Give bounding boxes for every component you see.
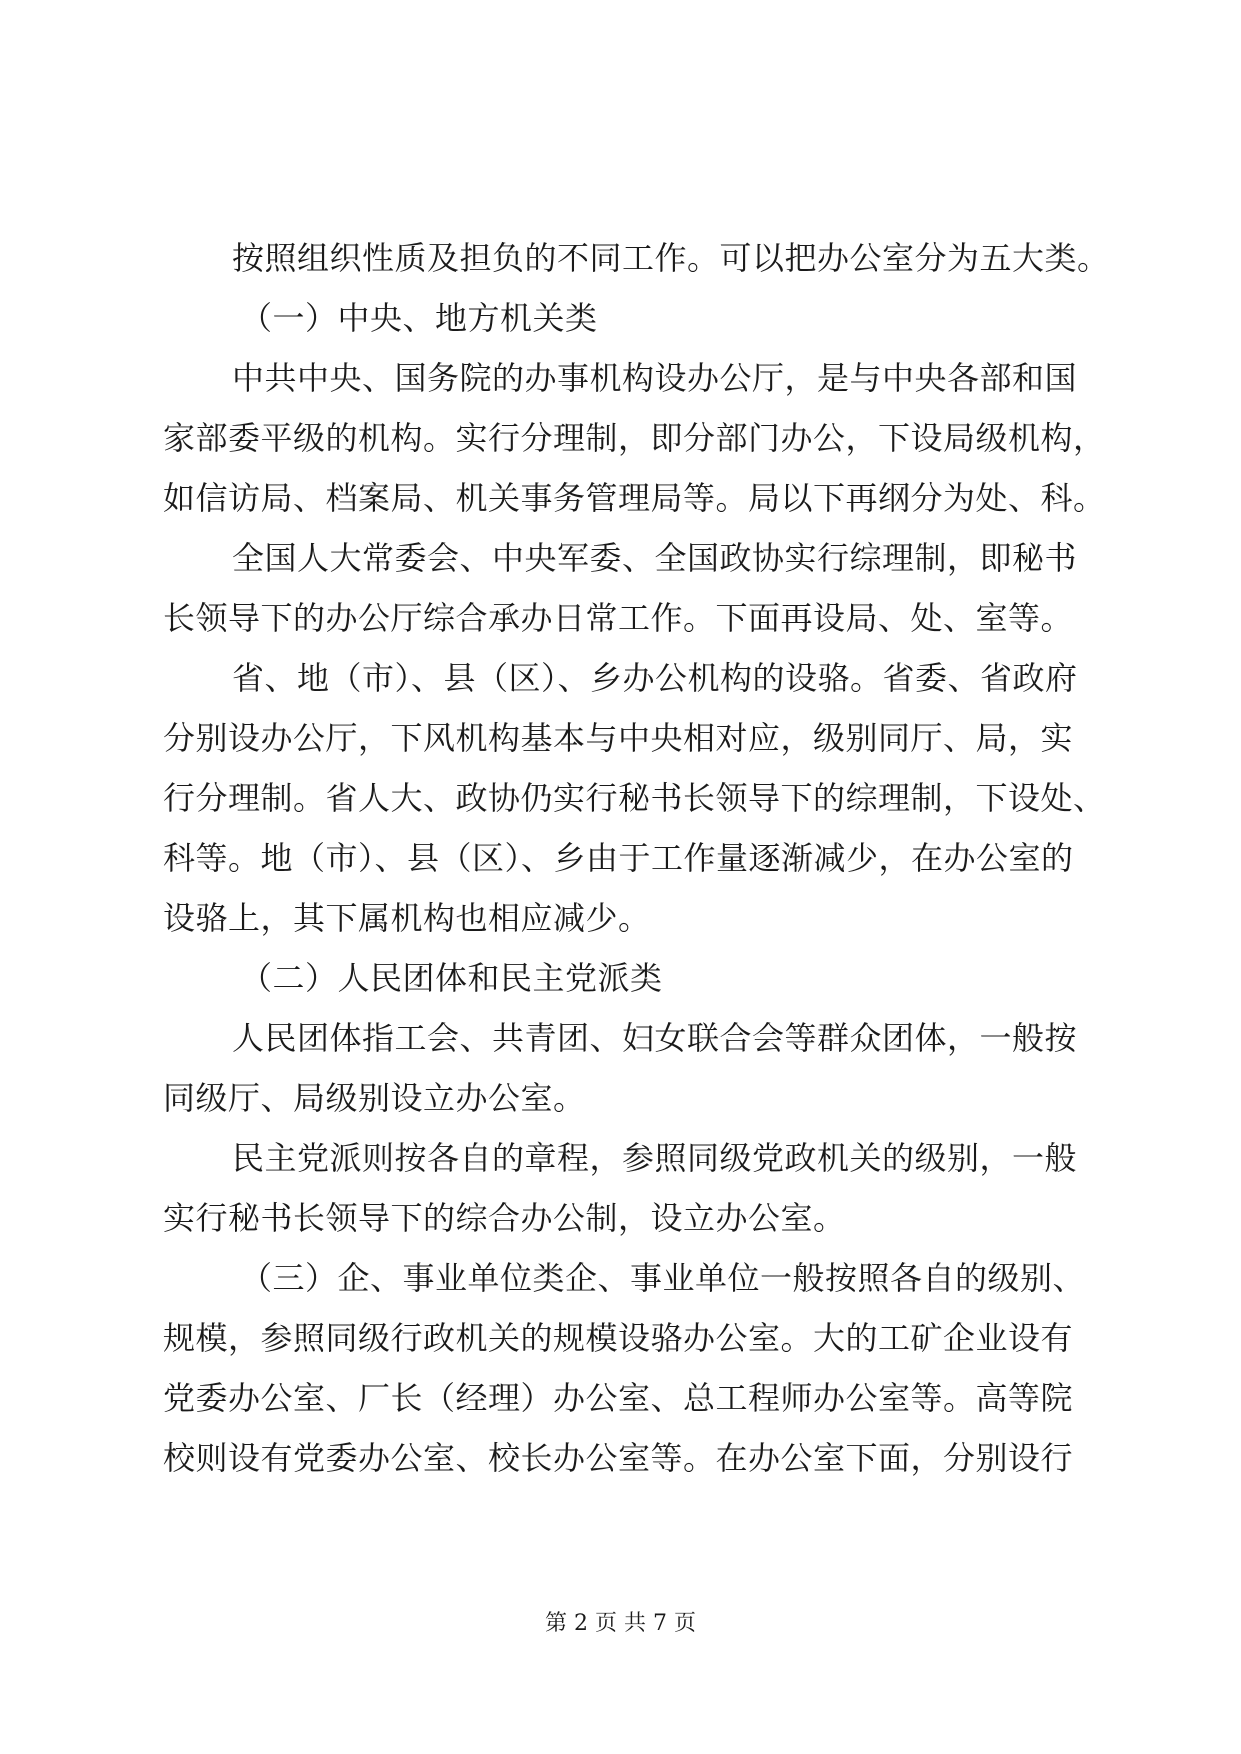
page-number-footer: 第 2 页 共 7 页: [545, 1611, 696, 1636]
section-heading: （一）中央、地方机关类: [240, 299, 598, 337]
paragraph-line: 长领导下的办公厅综合承办日常工作。下面再设局、处、室等。: [163, 599, 1074, 637]
section-heading: （二）人民团体和民主党派类: [240, 959, 663, 997]
paragraph-line: 设骆上，其下属机构也相应减少。: [163, 899, 651, 937]
paragraph-line: 全国人大常委会、中央军委、全国政协实行综理制，即秘书: [232, 539, 1078, 577]
paragraph-line: 省、地（市）、县（区）、乡办公机构的设骆。省委、省政府: [232, 659, 1078, 697]
paragraph-line: 民主党派则按各自的章程，参照同级党政机关的级别，一般: [232, 1139, 1078, 1177]
paragraph-line: 按照组织性质及担负的不同工作。可以把办公室分为五大类。: [232, 239, 1110, 277]
paragraph-line: 规模，参照同级行政机关的规模设骆办公室。大的工矿企业设有: [163, 1319, 1074, 1357]
paragraph-line: 人民团体指工会、共青团、妇女联合会等群众团体，一般按: [232, 1019, 1078, 1057]
paragraph-line: 科等。地（市）、县（区）、乡由于工作量逐渐减少，在办公室的: [163, 839, 1074, 877]
paragraph-line: 党委办公室、厂长（经理）办公室、总工程师办公室等。高等院: [163, 1379, 1074, 1417]
paragraph-line: 校则设有党委办公室、校长办公室等。在办公室下面，分别设行: [163, 1439, 1074, 1477]
paragraph-line: 实行秘书长领导下的综合办公制，设立办公室。: [163, 1199, 846, 1237]
paragraph-line: 家部委平级的机构。实行分理制，即分部门办公，下设局级机构，: [163, 419, 1106, 457]
paragraph-line: 行分理制。省人大、政协仍实行秘书长领导下的综理制，下设处、: [163, 779, 1106, 817]
paragraph-line: 中共中央、国务院的办事机构设办公厅，是与中央各部和国: [232, 359, 1078, 397]
paragraph-line: 如信访局、档案局、机关事务管理局等。局以下再纲分为处、科。: [163, 479, 1106, 517]
paragraph-line: 同级厅、局级别设立办公室。: [163, 1079, 586, 1117]
paragraph-line: 分别设办公厅，下风机构基本与中央相对应，级别同厅、局，实: [163, 719, 1074, 757]
section-heading: （三）企、事业单位类企、事业单位一般按照各自的级别、: [240, 1259, 1086, 1297]
